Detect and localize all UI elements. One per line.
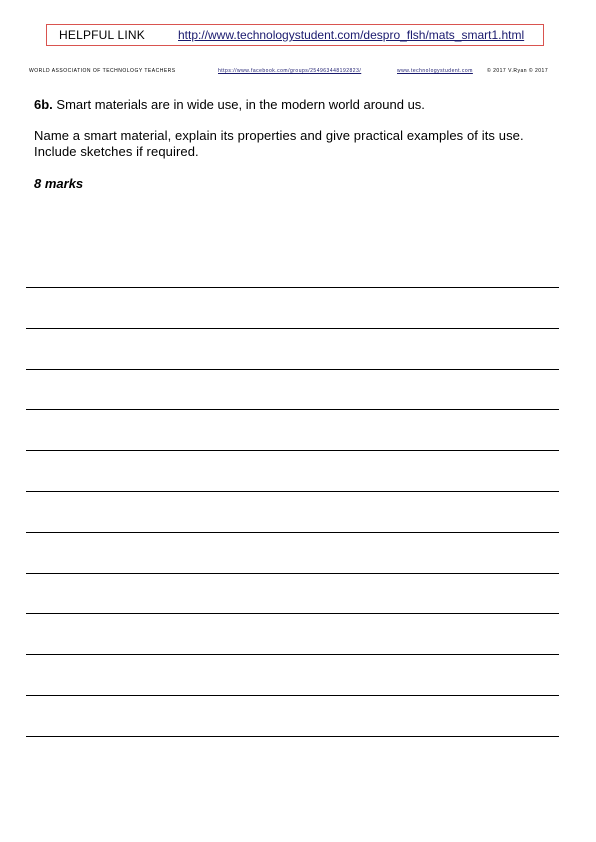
question-number: 6b. bbox=[34, 97, 53, 112]
answer-line[interactable] bbox=[26, 409, 559, 410]
helpful-link-label: HELPFUL LINK bbox=[59, 28, 145, 42]
answer-line[interactable] bbox=[26, 491, 559, 492]
site-link[interactable]: www.technologystudent.com bbox=[397, 68, 473, 74]
answer-line[interactable] bbox=[26, 695, 559, 696]
copyright-text: © 2017 V.Ryan © 2017 bbox=[487, 68, 549, 74]
answer-line[interactable] bbox=[26, 736, 559, 737]
instruction-line-1: Name a smart material, explain its properties and give practical examples of its use. bbox=[34, 128, 524, 143]
answer-line[interactable] bbox=[26, 532, 559, 533]
answer-line[interactable] bbox=[26, 287, 559, 288]
question-text: Smart materials are in wide use, in the modern world around us. bbox=[52, 97, 425, 112]
answer-line[interactable] bbox=[26, 613, 559, 614]
answer-line[interactable] bbox=[26, 573, 559, 574]
answer-line[interactable] bbox=[26, 328, 559, 329]
marks-label: 8 marks bbox=[34, 176, 84, 191]
helpful-link-box bbox=[46, 24, 544, 46]
answer-line[interactable] bbox=[26, 450, 559, 451]
answer-line[interactable] bbox=[26, 654, 559, 655]
answer-line[interactable] bbox=[26, 369, 559, 370]
question-instruction bbox=[34, 128, 574, 160]
question-statement bbox=[34, 97, 425, 112]
facebook-group-link[interactable]: https://www.facebook.com/groups/254963448192823/ bbox=[218, 68, 362, 74]
association-name: WORLD ASSOCIATION OF TECHNOLOGY TEACHERS bbox=[29, 68, 176, 74]
instruction-line-2: Include sketches if required. bbox=[34, 144, 199, 159]
helpful-link-url[interactable]: http://www.technologystudent.com/despro_flsh/mats_smart1.html bbox=[178, 28, 525, 42]
